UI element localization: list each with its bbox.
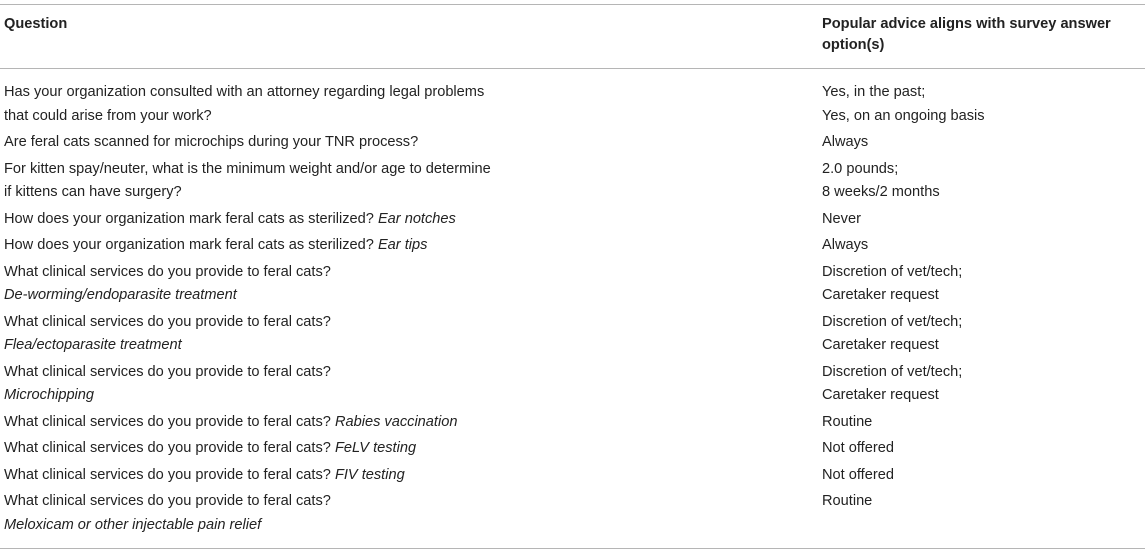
question-text: that could arise from your work?	[4, 107, 212, 124]
question-italic-text: FIV testing	[334, 466, 405, 483]
question-line	[4, 181, 818, 205]
advice-text: Not offered	[822, 466, 894, 483]
advice-cell	[818, 361, 1145, 408]
question-italic-text: Meloxicam or other injectable pain relief	[4, 516, 262, 533]
advice-cell	[818, 158, 1145, 205]
question-cell	[0, 311, 818, 358]
question-text: What clinical services do you provide to feral cats?	[4, 440, 335, 456]
question-cell	[0, 261, 818, 308]
advice-cell	[818, 81, 1145, 128]
question-line	[4, 464, 818, 488]
question-text: For kitten spay/neuter, what is the minimum weight and/or age to determine	[4, 160, 491, 177]
advice-text: Caretaker request	[822, 387, 939, 403]
question-italic-text: Microchipping	[4, 387, 95, 403]
advice-text: Caretaker request	[822, 337, 939, 353]
advice-cell	[818, 311, 1145, 358]
question-text: if kittens can have surgery?	[4, 184, 182, 200]
advice-text: 8 weeks/2 months	[822, 184, 940, 200]
question-cell	[0, 208, 818, 232]
question-text: What clinical services do you provide to feral cats?	[4, 313, 331, 330]
question-text: What clinical services do you provide to feral cats?	[4, 363, 331, 380]
table-row	[0, 361, 1145, 408]
advice-cell	[818, 261, 1145, 308]
advice-text: Routine	[822, 413, 873, 430]
advice-text: Routine	[822, 493, 873, 509]
question-line	[4, 490, 818, 514]
advice-cell	[818, 437, 1145, 461]
question-text: Has your organization consulted with an attorney regarding legal problems	[4, 84, 485, 100]
question-cell	[0, 490, 818, 537]
question-line	[4, 334, 818, 358]
advice-text: Always	[822, 134, 869, 150]
question-line	[4, 361, 818, 385]
question-text: How does your organization mark feral cats as sterilized?	[4, 237, 378, 253]
question-text: Are feral cats scanned for microchips during your TNR process?	[4, 134, 419, 150]
advice-cell	[818, 234, 1145, 258]
advice-text: Not offered	[822, 440, 894, 456]
question-line	[4, 311, 818, 335]
table-row	[0, 261, 1145, 308]
table-row	[0, 311, 1145, 358]
advice-cell	[818, 208, 1145, 232]
question-italic-text: Rabies vaccination	[334, 413, 458, 430]
question-italic-text: Flea/ectoparasite treatment	[4, 337, 182, 353]
question-line	[4, 261, 818, 285]
question-line	[4, 81, 818, 105]
question-line	[4, 131, 818, 155]
question-text: What clinical services do you provide to feral cats?	[4, 263, 331, 280]
question-line	[4, 411, 818, 435]
header-question: Question	[4, 16, 68, 32]
question-line	[4, 208, 818, 232]
question-italic-text: FeLV testing	[334, 440, 417, 456]
question-line	[4, 284, 818, 308]
advice-text: 2.0 pounds;	[822, 160, 899, 177]
table-body	[0, 69, 1145, 548]
advice-text: Discretion of vet/tech;	[822, 313, 963, 330]
question-text: What clinical services do you provide to feral cats?	[4, 466, 335, 483]
advice-text: Never	[822, 210, 861, 227]
table-row	[0, 208, 1145, 232]
question-cell	[0, 464, 818, 488]
advice-text: Discretion of vet/tech;	[822, 363, 963, 380]
advice-cell	[818, 131, 1145, 155]
question-italic-text: Ear notches	[377, 210, 456, 227]
header-advice	[818, 14, 1145, 56]
table-row	[0, 158, 1145, 205]
question-cell	[0, 361, 818, 408]
advice-text: Always	[822, 237, 869, 253]
header-advice-line1: Popular advice aligns with survey answer	[822, 16, 1111, 32]
question-line	[4, 437, 818, 461]
table-row	[0, 490, 1145, 537]
header-advice-line2: option(s)	[822, 37, 885, 53]
question-cell	[0, 158, 818, 205]
table-row	[0, 464, 1145, 488]
table-row	[0, 234, 1145, 258]
question-italic-text: De-worming/endoparasite treatment	[4, 287, 237, 303]
survey-table	[0, 4, 1145, 549]
question-italic-text: Ear tips	[377, 237, 428, 253]
question-line	[4, 105, 818, 129]
question-text: What clinical services do you provide to feral cats?	[4, 493, 331, 509]
question-cell	[0, 81, 818, 128]
question-line	[4, 384, 818, 408]
table-row	[0, 81, 1145, 128]
table-row	[0, 437, 1145, 461]
question-cell	[0, 131, 818, 155]
question-cell	[0, 437, 818, 461]
advice-text: Discretion of vet/tech;	[822, 263, 963, 280]
advice-text: Caretaker request	[822, 287, 939, 303]
question-cell	[0, 234, 818, 258]
advice-cell	[818, 464, 1145, 488]
question-line	[4, 514, 818, 538]
question-text: How does your organization mark feral cats as sterilized?	[4, 210, 378, 227]
table-row	[0, 131, 1145, 155]
advice-cell	[818, 490, 1145, 537]
question-line	[4, 158, 818, 182]
question-line	[4, 234, 818, 258]
question-cell	[0, 411, 818, 435]
advice-text: Yes, in the past;	[822, 84, 926, 100]
table-header	[0, 5, 1145, 68]
advice-cell	[818, 411, 1145, 435]
advice-text: Yes, on an ongoing basis	[822, 107, 985, 124]
question-text: What clinical services do you provide to feral cats?	[4, 413, 335, 430]
table-row	[0, 411, 1145, 435]
